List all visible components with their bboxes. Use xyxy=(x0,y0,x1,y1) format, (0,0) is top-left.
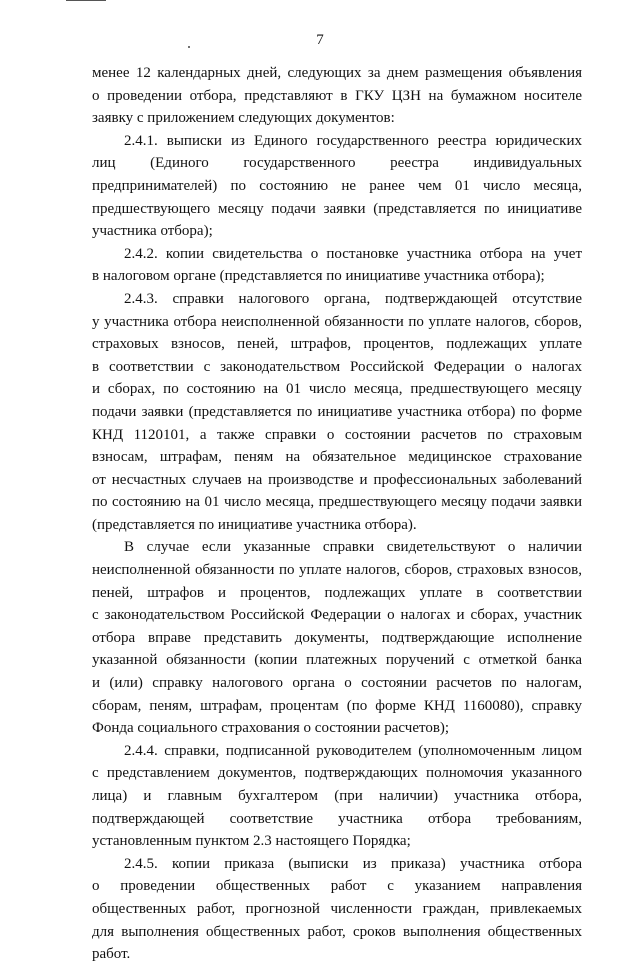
text-line: установленным пунктом 2.3 настоящего Порядка; xyxy=(92,833,411,850)
text-line: 2.4.1. выписки из Единого государственного реестра юридических xyxy=(124,132,582,149)
text-line: для выполнения общественных работ, сроков выполнения общественных xyxy=(92,923,582,940)
text-line: в налоговом органе (представляется по инициативе участника отбора); xyxy=(92,268,545,285)
page-number: 7 xyxy=(316,32,324,48)
scan-edge-mark xyxy=(66,0,106,1)
text-line: взносам, штрафам, пеням на обязательное медицинское страхование xyxy=(92,449,582,466)
text-line: подачи заявки (представляется по инициативе участника отбора) по форме xyxy=(92,403,582,420)
text-line: в соответствии с законодательством Российской Федерации о налогах xyxy=(92,358,582,375)
text-line: подтверждающей соответствие участника отбора требованиям, xyxy=(92,810,582,827)
text-line: менее 12 календарных дней, следующих за днем размещения объявления xyxy=(92,65,582,81)
text-line: участника отбора); xyxy=(92,223,213,240)
text-line: предшествующего месяцу подачи заявки (представляется по инициативе xyxy=(92,200,582,217)
document-body xyxy=(92,62,582,966)
text-line: пеней, штрафов и процентов, подлежащих уплате в соответствии xyxy=(92,584,582,601)
text-line: по состоянию на 01 число месяца, предшествующего месяцу подачи заявки xyxy=(92,494,582,511)
text-line: В случае если указанные справки свидетельствуют о наличии xyxy=(124,539,582,556)
text-line: с представлением документов, подтверждающих полномочия указанного xyxy=(92,765,582,782)
text-line: сборам, пеням, штрафам, процентам (по форме КНД 1160080), справку xyxy=(92,697,582,714)
text-line: лиц (Единого государственного реестра индивидуальных xyxy=(92,155,582,172)
text-line: (представляется по инициативе участника отбора). xyxy=(92,516,417,533)
text-line: КНД 1120101, а также справки о состоянии расчетов по страховым xyxy=(92,426,582,443)
text-line: и (или) справку налогового органа о состоянии расчетов по налогам, xyxy=(92,675,582,692)
text-line: с законодательством Российской Федерации о налогах и сборах, участник xyxy=(92,607,582,624)
text-line: указанной обязанности (копии платежных поручений с отметкой банка xyxy=(92,652,582,669)
text-line: отбора вправе представить документы, подтверждающие исполнение xyxy=(92,629,582,646)
text-line: заявку с приложением следующих документов: xyxy=(92,110,395,127)
text-line: о проведении отбора, представляют в ГКУ ЦЗН на бумажном носителе xyxy=(92,87,582,104)
text-line: неисполненной обязанности по уплате налогов, сборов, страховых взносов, xyxy=(92,562,582,579)
text-line: о проведении общественных работ с указанием направления xyxy=(92,878,582,895)
text-line: лица) и главным бухгалтером (при наличии) участника отбора, xyxy=(92,788,582,804)
text-line: Фонда социального страхования о состоянии расчетов); xyxy=(92,720,450,737)
text-line: от несчастных случаев на производстве и профессиональных заболеваний xyxy=(92,471,582,488)
text-line: 2.4.4. справки, подписанной руководителем (уполномоченным лицом xyxy=(124,742,582,759)
text-line: страховых взносов, пеней, штрафов, процентов, подлежащих уплате xyxy=(92,336,582,353)
text-line: работ. xyxy=(92,946,131,963)
text-line: 2.4.2. копии свидетельства о постановке участника отбора на учет xyxy=(124,245,582,262)
text-line: общественных работ, прогнозной численности граждан, привлекаемых xyxy=(92,900,582,917)
text-line: у участника отбора неисполненной обязанности по уплате налогов, сборов, xyxy=(92,313,582,330)
text-line: предпринимателей) по состоянию не ранее чем 01 число месяца, xyxy=(92,177,582,194)
text-line: и сборах, по состоянию на 01 число месяца, предшествующего месяцу xyxy=(92,381,582,398)
text-line: 2.4.5. копии приказа (выписки из приказа) участника отбора xyxy=(124,855,582,872)
text-line: 2.4.3. справки налогового органа, подтверждающей отсутствие xyxy=(124,290,582,307)
